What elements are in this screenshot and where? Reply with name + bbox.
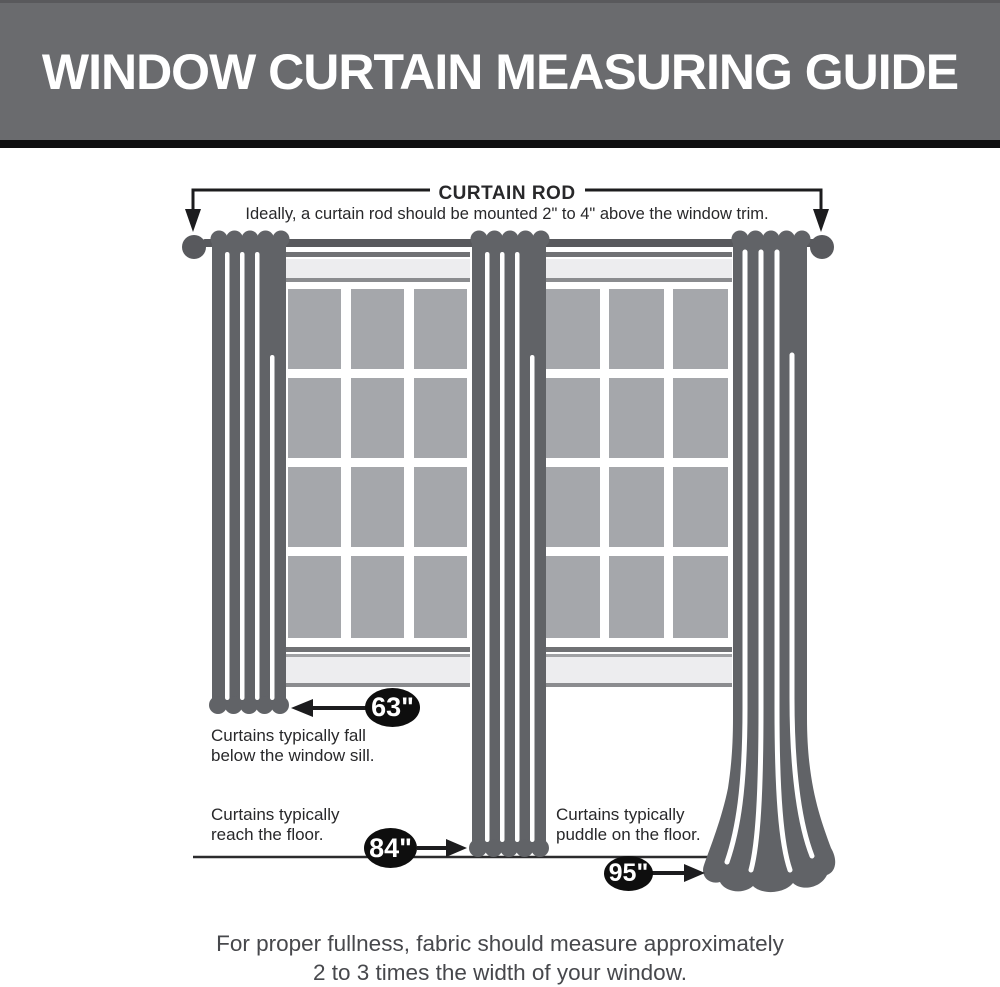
fullness-caption — [0, 929, 1000, 987]
caption-line: For proper fullness, fabric should measure approximately — [216, 931, 784, 956]
right-arrow-icon — [684, 864, 705, 882]
measure-arrow-63 — [291, 699, 367, 717]
note-reach-floor — [211, 805, 340, 844]
measuring-diagram — [0, 148, 1000, 987]
curtain-rod-note: Ideally, a curtain rod should be mounted 2" to 4" above the window trim. — [245, 205, 769, 223]
diagram-graphic — [0, 148, 1000, 908]
note-line: reach the floor. — [211, 824, 324, 844]
page-title: WINDOW CURTAIN MEASURING GUIDE — [41, 43, 959, 100]
rod-finial-right — [810, 235, 834, 259]
measure-arrow-95 — [652, 864, 705, 882]
window-sill-left — [286, 647, 470, 687]
length-badge-84: 84" — [364, 828, 417, 868]
measure-arrow-84 — [417, 839, 467, 857]
length-badge-63: 63" — [365, 688, 420, 727]
right-arrow-icon — [446, 839, 467, 857]
note-line: below the window sill. — [211, 745, 375, 765]
note-line: Curtains typically — [211, 805, 340, 824]
rod-finial-left — [182, 235, 206, 259]
window-sill-right — [542, 647, 732, 687]
note-line: puddle on the floor. — [556, 824, 701, 844]
left-arrow-icon — [291, 699, 313, 717]
window-right — [542, 252, 732, 687]
caption-line: 2 to 3 times the width of your window. — [313, 960, 687, 985]
window-panes-left — [288, 289, 467, 638]
note-below-sill — [211, 726, 374, 765]
curtain-panel-84 — [469, 231, 550, 858]
header-divider — [0, 140, 1000, 148]
curtain-panel-63 — [209, 231, 290, 715]
note-puddle-floor — [556, 805, 701, 844]
header-banner — [0, 0, 1000, 140]
curtain-rod-label: CURTAIN ROD — [438, 183, 576, 204]
note-line: Curtains typically — [556, 805, 685, 824]
note-line: Curtains typically fall — [211, 726, 366, 745]
length-badge-95: 95" — [604, 856, 653, 891]
window-left — [286, 252, 470, 687]
window-panes-right — [545, 289, 728, 638]
